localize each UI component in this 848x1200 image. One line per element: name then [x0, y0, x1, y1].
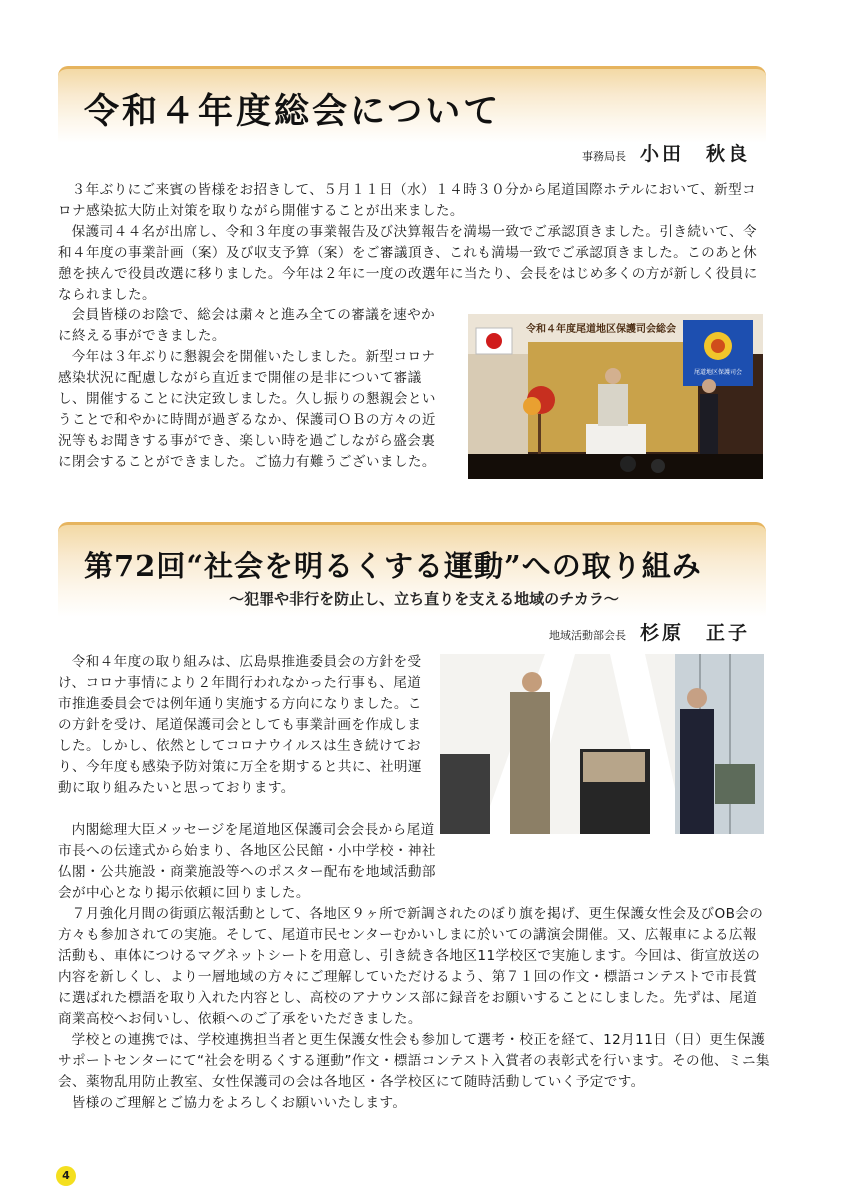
- section2-title: 第72回“社会を明るくする運動”への取り組み: [84, 549, 702, 583]
- section2-subtitle: ～犯罪や非行を防止し、立ち直りを支える地域のチカラ～: [229, 590, 619, 608]
- section1-title: 令和４年度総会について: [84, 91, 502, 132]
- section2-author: [549, 618, 750, 645]
- section2-side-text: [58, 652, 426, 799]
- section1-side-text: [58, 305, 444, 473]
- section1-author: [582, 139, 750, 166]
- paragraph: ３年ぶりにご来賓の皆様をお招きして、５月１１日（水）１４時３０分から尾道国際ホテルにおいて、新型コロナ感染拡大防止対策を取りながら開催することが出来ました。: [58, 182, 757, 219]
- paragraph: ７月強化月間の街頭広報活動として、各地区９ヶ所で新調されたのぼり旗を掲げ、更生保護女性会及びOB会の方々も参加されての実施。そして、尾道市民センターむかいしまに於いての講演会開催。又、広報車による広報活動も、車体につけるマグネットシートを用意し、引き続き各地区11学校区で実施します。今回は、街宣放送の内容を新しくし、より一層地域の方々にご理解していただけるよう、第７１回の作文・標語コンテストで市長賞に選ばれた標語を取り入れた内容とし、高校のアナウンス部に録音をお願いすることにしました。先ずは、尾道商業高校へお伺いし、依頼へのご了承をいただきました。: [58, 906, 764, 1027]
- section1-author-name: 小田 秋良: [639, 143, 750, 165]
- meeting-photo: [468, 314, 763, 479]
- ceremony-photo: [440, 654, 764, 834]
- section1-intro-text: [58, 180, 770, 306]
- paragraph: 会員皆様のお陰で、総会は粛々と進み全ての審議を速やかに終える事ができました。: [58, 307, 436, 344]
- page-number: 4: [56, 1166, 76, 1186]
- section2-full-text: [58, 820, 770, 1114]
- section2-author-role: 地域活動部会長: [548, 629, 626, 642]
- paragraph: 内閣総理大臣メッセージを尾道地区保護司会会長から尾道市長への伝達式から始まり、各地区公民館・小中学校・神社仏閣・公共施設・商業施設等へのポスター配布を地域活動部会が中心となり掲示依頼に回りました。: [58, 822, 436, 901]
- paragraph: 学校との連携では、学校連携担当者と更生保護女性会も参加して選考・校正を経て、12月11日（日）更生保護サポートセンターにて“社会を明るくする運動”作文・標語コンテスト入賞者の表彰式を行います。その他、ミニ集会、薬物乱用防止教室、女性保護司の会は各地区・各学校区にて随時活動していく予定です。: [58, 1032, 770, 1090]
- paragraph: 今年は３年ぶりに懇親会を開催いたしました。新型コロナ感染状況に配慮しながら直近まで開催の是非について審議し、開催することに決定致しました。久し振りの懇親会ということで和やかに時間が過ぎるなか、保護司ＯＢの方々の近況等もお聞きする事ができ、楽しい時を過ごしながら盛会裏に閉会することができました。ご協力有難うございました。: [58, 349, 436, 470]
- paragraph: 皆様のご理解とご協力をよろしくお願いいたします。: [71, 1095, 407, 1111]
- section2-author-name: 杉原 正子: [639, 622, 750, 644]
- paragraph: 保護司４４名が出席し、令和３年度の事業報告及び決算報告を満場一致でご承認頂きました。引き続いて、令和４年度の事業計画（案）及び収支予算（案）をご審議頂き、これも満場一致でご承認頂きました。このあと休憩を挟んで役員改選に移りました。今年は２年に一度の改選年に当たり、会長をはじめ多くの方が新しく役員になられました。: [58, 224, 758, 303]
- section1-author-role: 事務局長: [581, 150, 626, 163]
- photo-banner-text: 令和４年度尾道地区保護司会総会: [526, 324, 676, 335]
- photo-flag-label: 尾道地区保護司会: [693, 369, 743, 376]
- paragraph: 令和４年度の取り組みは、広島県推進委員会の方針を受け、コロナ事情により２年間行われなかった行事も、尾道市推進委員会では例年通り実施する方向になりました。この方針を受け、尾道保護司会としても事業計画を作成しました。しかし、依然としてコロナウイルスは生き続けており、今年度も感染予防対策に万全を期すると共に、社明運動に取り組みたいと思っております。: [58, 654, 422, 796]
